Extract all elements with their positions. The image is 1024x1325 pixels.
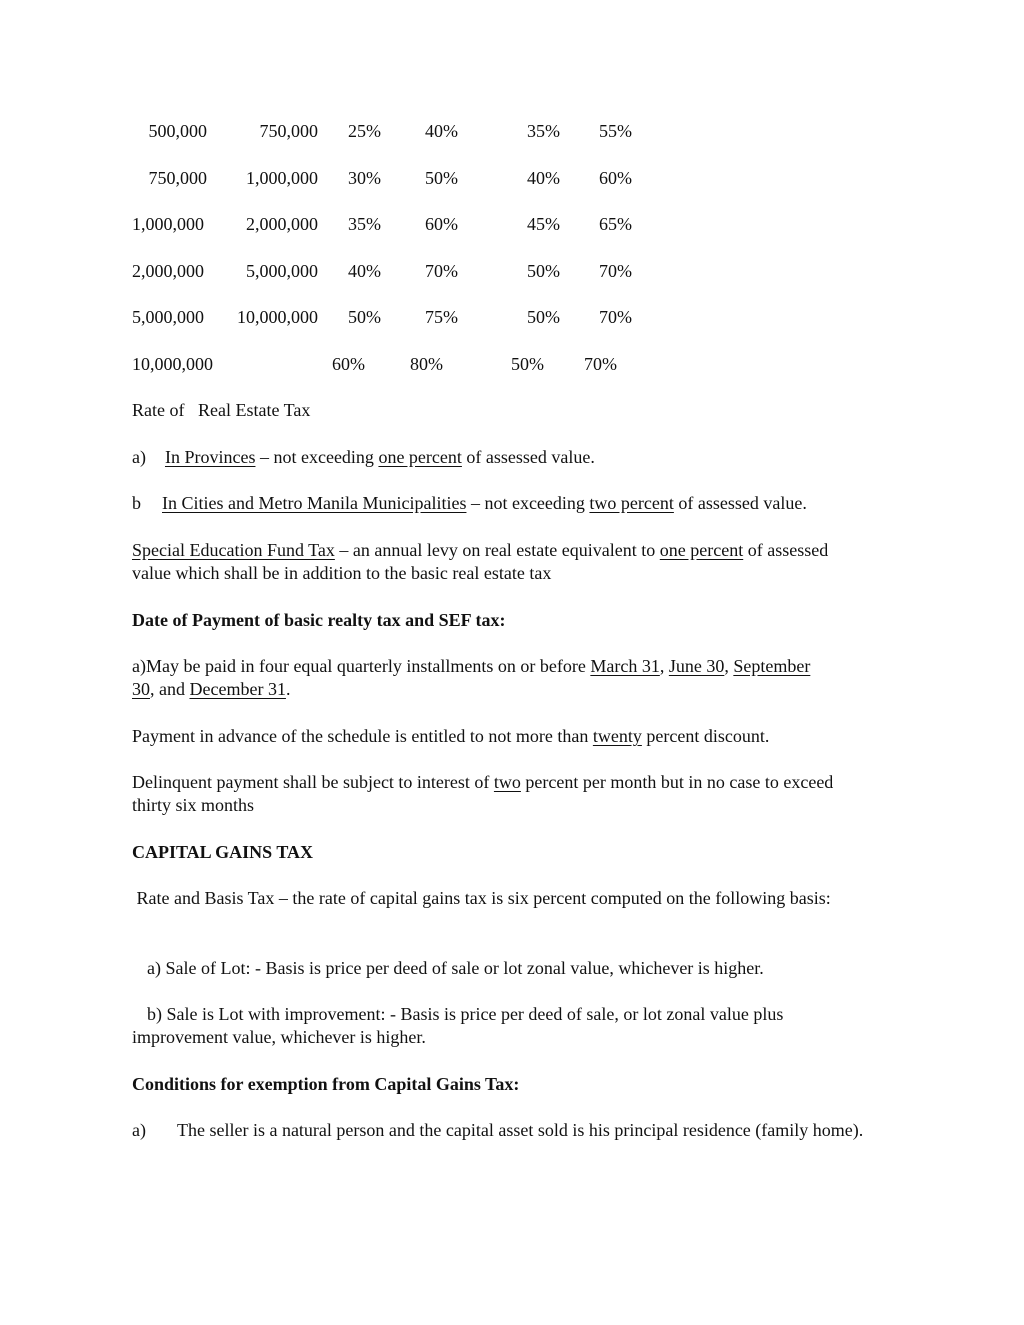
rate-col-4: 60%: [599, 168, 632, 188]
cities-term: In Cities and Metro Manila Municipalities: [162, 493, 467, 513]
rate-col-3: 50%: [527, 307, 560, 327]
item-text: – not exceeding: [466, 493, 590, 513]
range-from: 2,000,000: [132, 261, 204, 281]
rate-term: one percent: [378, 447, 462, 467]
rate-col-4: 65%: [599, 214, 632, 234]
rate-col-3: 35%: [527, 121, 560, 141]
date-june: June 30: [668, 656, 725, 676]
range-from: 5,000,000: [132, 307, 204, 327]
cgt-item-a: a) Sale of Lot: - Basis is price per deed of sale or lot zonal value, whichever is higher.: [147, 958, 764, 978]
rate-col-1: 35%: [348, 214, 381, 234]
rate-col-4: 70%: [599, 307, 632, 327]
separator: ,: [724, 656, 734, 676]
real-estate-item-a: [132, 446, 892, 469]
sef-text: – an annual levy on real estate equivalent to: [334, 540, 660, 560]
range-from: 10,000,000: [132, 354, 213, 374]
provinces-term: In Provinces: [164, 447, 256, 467]
payment-heading: Date of Payment of basic realty tax and SEF tax:: [132, 610, 506, 630]
rate-col-3: 50%: [511, 354, 544, 374]
range-to: 5,000,000: [246, 261, 318, 281]
rate-col-1: 50%: [348, 307, 381, 327]
item-text: of assessed value.: [673, 493, 807, 513]
delinquent-text: percent per month but in no case to exceed thirty six months: [132, 772, 838, 815]
table-row: [0, 306, 1024, 329]
exemption-text: The seller is a natural person and the capital asset sold is his principal residence (family home).: [176, 1120, 864, 1140]
table-row: [0, 353, 1024, 376]
cgt-item-b: b) Sale is Lot with improvement: - Basis is price per deed of sale, or lot zonal value plus improvement value, whichever is higher.: [132, 1004, 784, 1047]
cgt-rate-basis: Rate and Basis Tax – the rate of capital gains tax is six percent computed on the following basis:: [132, 888, 831, 908]
date-september: September 30: [132, 656, 811, 699]
table-row: [0, 260, 1024, 283]
rate-col-3: 40%: [527, 168, 560, 188]
rate-col-3: 50%: [527, 261, 560, 281]
rate-col-4: 70%: [584, 354, 617, 374]
rate-col-4: 55%: [599, 121, 632, 141]
sef-term: Special Education Fund Tax: [132, 540, 335, 560]
installments-paragraph: [132, 655, 897, 701]
separator: ,: [659, 656, 669, 676]
real-estate-item-b: [132, 492, 912, 515]
real-estate-heading: Rate of Real Estate Tax: [132, 400, 311, 420]
rate-col-3: 45%: [527, 214, 560, 234]
range-to: 1,000,000: [246, 168, 318, 188]
range-to: 2,000,000: [246, 214, 318, 234]
delinquent-text: Delinquent payment shall be subject to interest of: [132, 772, 494, 792]
range-to: 10,000,000: [237, 307, 318, 327]
rate-col-2: 50%: [425, 168, 458, 188]
exemption-item-a: [132, 1119, 892, 1142]
rate-col-1: 60%: [332, 354, 365, 374]
advance-text: Payment in advance of the schedule is entitled to not more than: [132, 726, 593, 746]
date-december: December 31: [189, 679, 286, 699]
item-text: of assessed value.: [461, 447, 595, 467]
exemption-heading: Conditions for exemption from Capital Gains Tax:: [132, 1074, 520, 1094]
rate-col-1: 30%: [348, 168, 381, 188]
interest-amount: two: [493, 772, 521, 792]
installments-text: a)May be paid in four equal quarterly installments on or before: [132, 656, 591, 676]
rate-col-4: 70%: [599, 261, 632, 281]
advance-text: percent discount.: [641, 726, 770, 746]
table-row: [0, 167, 1024, 190]
sef-text: of assessed value which shall be in addition to the basic real estate tax: [132, 540, 833, 583]
cgt-heading: CAPITAL GAINS TAX: [132, 842, 314, 862]
range-from: 750,000: [148, 168, 207, 188]
range-to: 750,000: [259, 121, 318, 141]
range-from: 1,000,000: [132, 214, 204, 234]
discount-amount: twenty: [592, 726, 642, 746]
delinquent-paragraph: [132, 771, 867, 817]
item-marker: a): [132, 447, 146, 467]
table-row: [0, 120, 1024, 143]
item-text: – not exceeding: [255, 447, 379, 467]
sef-rate: one percent: [659, 540, 744, 560]
rate-col-2: 60%: [425, 214, 458, 234]
rate-col-2: 80%: [410, 354, 443, 374]
date-march: March 31: [590, 656, 660, 676]
rate-col-1: 25%: [348, 121, 381, 141]
rate-col-2: 70%: [425, 261, 458, 281]
item-marker: b: [132, 493, 141, 513]
period: .: [285, 679, 291, 699]
rate-term: two percent: [589, 493, 674, 513]
range-from: 500,000: [148, 121, 207, 141]
item-marker: a): [132, 1120, 146, 1140]
rate-col-2: 40%: [425, 121, 458, 141]
separator: , and: [150, 679, 190, 699]
rate-col-2: 75%: [425, 307, 458, 327]
sef-paragraph: [132, 539, 852, 585]
advance-payment-paragraph: [132, 725, 892, 748]
table-row: [0, 213, 1024, 236]
rate-col-1: 40%: [348, 261, 381, 281]
